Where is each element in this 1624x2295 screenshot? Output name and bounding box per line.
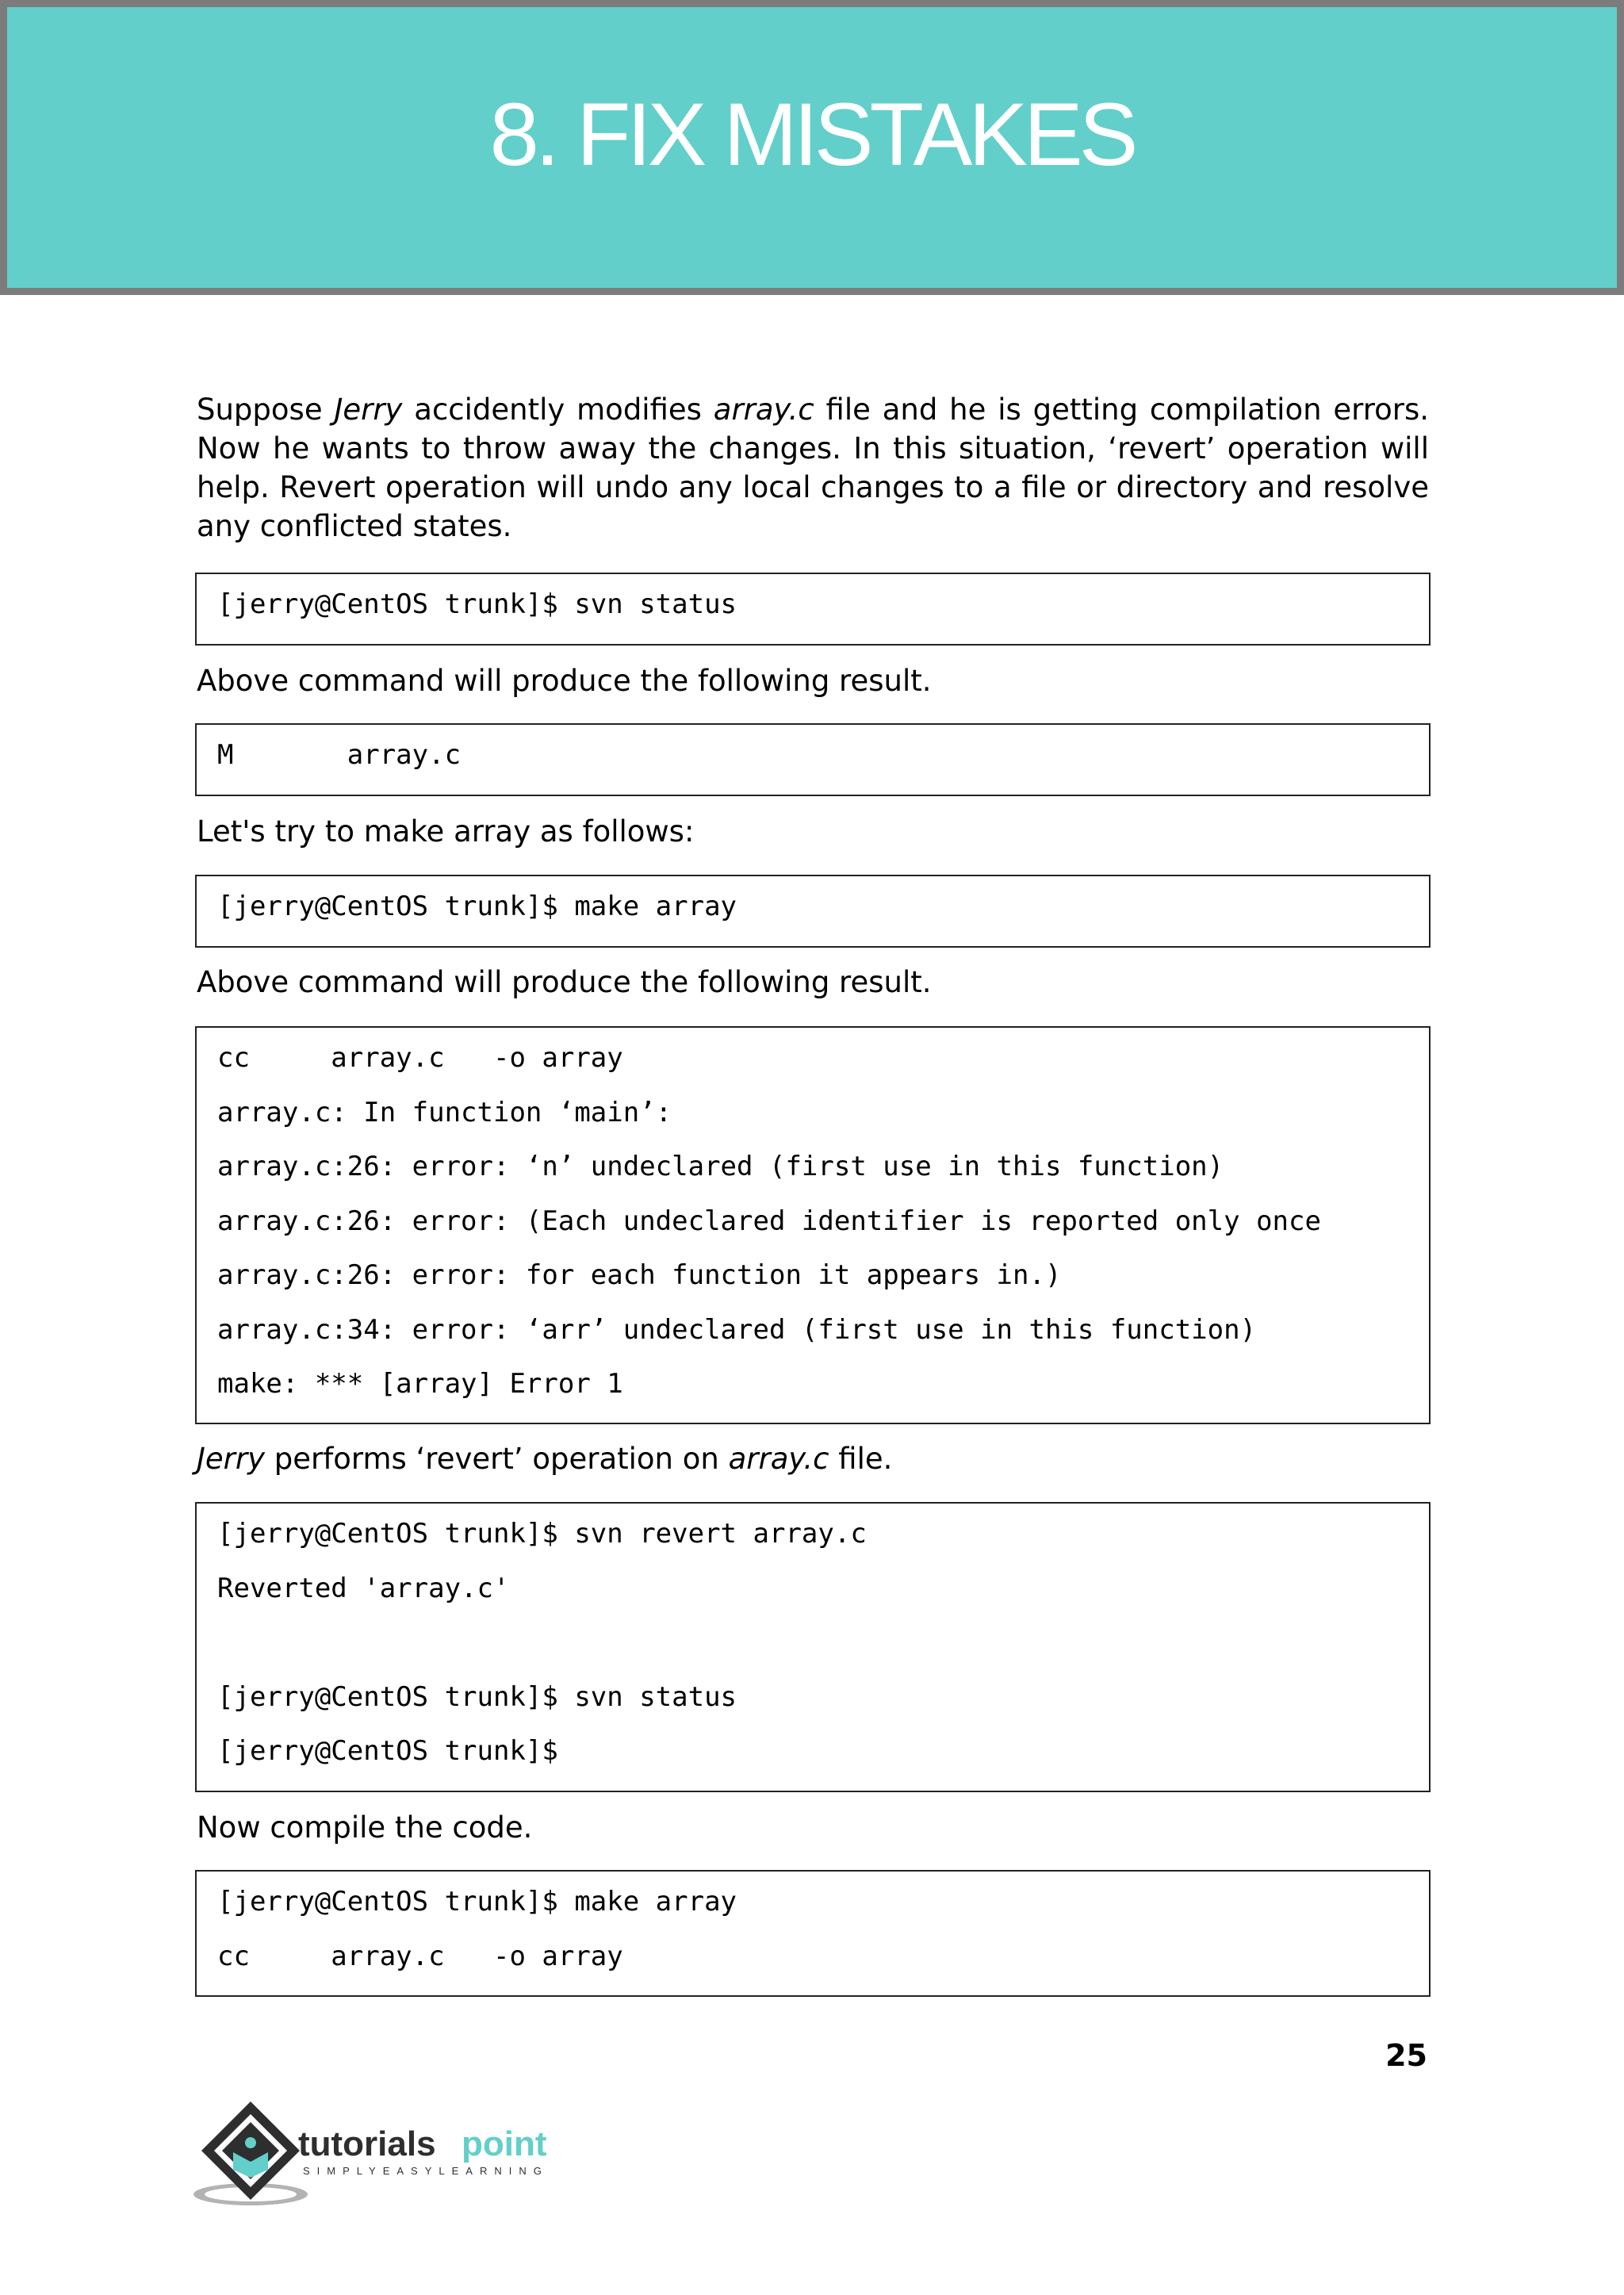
page-number: 25	[1385, 2038, 1427, 2073]
code-line: [jerry@CentOS trunk]$ svn revert array.c	[217, 1518, 867, 1550]
code-line: cc array.c -o array	[217, 1042, 623, 1074]
code-line: array.c: In function ‘main’:	[217, 1096, 672, 1128]
code-line: cc array.c -o array	[217, 1940, 623, 1972]
revert-text: performs ‘revert’ operation on	[265, 1442, 729, 1476]
code-line: [jerry@CentOS trunk]$ make array	[217, 891, 737, 922]
logo-word-accent: point	[462, 2125, 547, 2163]
code-line: make: *** [array] Error 1	[217, 1368, 623, 1400]
code-line: array.c:34: error: ‘arr’ undeclared (first use in this function)	[217, 1313, 1257, 1346]
logo-tagline: SIMPLYEASYLEARNING	[303, 2165, 549, 2177]
code-line: M array.c	[217, 739, 462, 771]
code-block-svn-revert	[195, 1502, 1431, 1792]
revert-text-jerry: Jerry	[197, 1442, 265, 1476]
logo-reader-head	[245, 2137, 256, 2148]
intro-text: file and he is getting compilation errors. Now he wants to throw away the changes. In this situation, ‘revert’ operation will help. Revert operation will undo any local changes to a file or directory and resolve any conflicted states.	[197, 393, 1429, 543]
revert-text-file: array.c	[728, 1442, 829, 1476]
chapter-title: 8. FIX MISTAKES	[489, 85, 1135, 184]
code-line: array.c:26: error: ‘n’ undeclared (first use in this function)	[217, 1151, 1224, 1182]
revert-caption	[197, 1439, 1429, 1478]
code-line: array.c:26: error: (Each undeclared identifier is reported only once	[217, 1205, 1321, 1237]
code-line: [jerry@CentOS trunk]$ svn status	[217, 588, 737, 620]
compile-caption: Now compile the code.	[197, 1810, 533, 1845]
result-caption: Above command will produce the following result.	[197, 965, 932, 999]
code-line: [jerry@CentOS trunk]$	[217, 1735, 558, 1767]
code-block-compile-errors	[195, 1026, 1431, 1424]
make-caption: Let's try to make array as follows:	[197, 814, 695, 849]
chapter-banner	[0, 0, 1624, 295]
code-line: [jerry@CentOS trunk]$ svn status	[217, 1680, 737, 1713]
result-caption: Above command will produce the following result.	[197, 664, 932, 698]
intro-text-jerry: Jerry	[334, 393, 403, 427]
code-line	[217, 1626, 1429, 1681]
code-line: array.c:26: error: for each function it appears in.)	[217, 1259, 1062, 1291]
code-block-make-array	[195, 875, 1431, 948]
code-block-svn-status	[195, 573, 1431, 646]
code-block-status-output	[195, 723, 1431, 796]
tutorialspoint-logo	[193, 2098, 582, 2209]
code-block-final-make	[195, 1870, 1431, 1997]
intro-text: Suppose	[197, 393, 335, 427]
code-line: Reverted 'array.c'	[217, 1572, 510, 1604]
code-line: [jerry@CentOS trunk]$ make array	[217, 1886, 737, 1918]
intro-text-file: array.c	[713, 393, 814, 427]
intro-paragraph	[197, 390, 1429, 546]
logo-word-dark: tutorials	[298, 2125, 436, 2163]
revert-text: file.	[829, 1442, 893, 1476]
intro-text: accidently modifies	[402, 393, 714, 427]
